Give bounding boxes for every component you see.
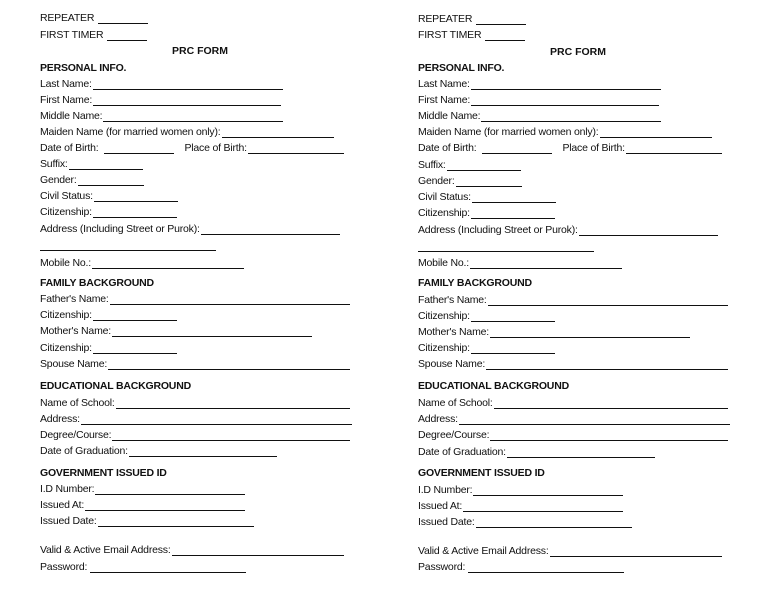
first-name-row [40,94,281,106]
address-full-field[interactable] [579,225,718,236]
school-address-field[interactable] [459,414,730,425]
email-field[interactable] [172,545,344,556]
school-name-field[interactable] [116,398,350,409]
birth-row [418,142,722,154]
graduation-row [40,445,277,457]
father-citizenship-label: Citizenship: [418,310,470,322]
password-row [40,561,246,573]
password-field[interactable] [90,562,246,573]
section-government-id: GOVERNMENT ISSUED ID [40,467,167,479]
password-label: Password: [418,561,466,573]
fathers-name-row [418,294,728,306]
mothers-name-row [418,326,690,338]
issued-date-label: Issued Date: [418,516,475,528]
degree-row [40,429,350,441]
form-title: PRC FORM [172,45,228,57]
address-row [418,224,718,236]
email-row [418,545,722,557]
address-continuation-field[interactable] [418,251,594,252]
date-of-birth-field[interactable] [104,143,174,154]
first-name-label: First Name: [40,94,93,106]
maiden-name-row [40,126,334,138]
mother-citizenship-row [40,342,177,354]
graduation-date-field[interactable] [507,447,655,458]
mobile-row [418,257,622,269]
last-name-row [418,78,661,90]
citizenship-field[interactable] [93,207,177,218]
maiden-name-row [418,126,712,138]
place-of-birth-field[interactable] [626,143,722,154]
middle-name-field[interactable] [481,111,661,122]
last-name-field[interactable] [93,79,283,90]
place-of-birth-label: Place of Birth: [562,142,625,154]
issued-at-field[interactable] [463,501,623,512]
issued-at-field[interactable] [85,500,245,511]
gender-label: Gender: [40,174,77,186]
fathers-name-row [40,293,350,305]
school-name-row [418,397,728,409]
first-timer-field[interactable] [107,30,147,41]
first-timer-row [40,29,147,41]
mothers-name-label: Mother's Name: [418,326,489,338]
citizenship-label: Citizenship: [40,206,92,218]
address-row [40,223,340,235]
first-name-field[interactable] [93,95,281,106]
date-of-birth-label: Date of Birth: [418,142,477,154]
email-row [40,544,344,556]
last-name-field[interactable] [471,79,661,90]
id-number-row [418,484,623,496]
spouse-name-field[interactable] [486,359,728,370]
suffix-field[interactable] [447,160,521,171]
first-name-field[interactable] [471,95,659,106]
maiden-name-label: Maiden Name (for married women only): [40,126,221,138]
gender-field[interactable] [78,175,144,186]
section-personal-info: PERSONAL INFO. [418,62,505,74]
degree-course-field[interactable] [112,430,350,441]
fathers-name-field[interactable] [488,295,728,306]
mobile-no-field[interactable] [92,258,244,269]
suffix-label: Suffix: [418,159,446,171]
degree-course-field[interactable] [490,430,728,441]
school-address-field[interactable] [81,414,352,425]
id-number-label: I.D Number: [40,483,95,495]
civil-status-label: Civil Status: [40,190,93,202]
mothers-name-row [40,325,312,337]
email-field[interactable] [550,546,722,557]
repeater-field[interactable] [476,14,526,25]
school-address-label: Address: [418,413,458,425]
school-name-label: Name of School: [40,397,115,409]
gender-label: Gender: [418,175,455,187]
date-of-birth-label: Date of Birth: [40,142,99,154]
section-educational-background: EDUCATIONAL BACKGROUND [418,380,569,392]
address-full-field[interactable] [201,224,340,235]
mobile-row [40,257,244,269]
maiden-name-label: Maiden Name (for married women only): [418,126,599,138]
issued-date-row [40,515,254,527]
section-family-background: FAMILY BACKGROUND [418,277,532,289]
degree-course-label: Degree/Course: [40,429,112,441]
section-personal-info: PERSONAL INFO. [40,62,127,74]
address-full-label: Address (Including Street or Purok): [418,224,578,236]
mother-citizenship-row [418,342,555,354]
degree-row [418,429,728,441]
issued-date-field[interactable] [98,516,254,527]
civil-status-field[interactable] [94,191,178,202]
id-number-row [40,483,245,495]
mother-citizenship-label: Citizenship: [418,342,470,354]
citizenship-row [418,207,555,219]
school-name-field[interactable] [494,398,728,409]
mothers-name-field[interactable] [112,326,312,337]
fathers-name-label: Father's Name: [418,294,487,306]
issued-date-field[interactable] [476,517,632,528]
email-label: Valid & Active Email Address: [418,545,549,557]
degree-course-label: Degree/Course: [418,429,490,441]
password-row [418,561,624,573]
first-timer-row [418,29,525,41]
repeater-row [418,13,526,25]
father-citizenship-field[interactable] [93,310,177,321]
middle-name-label: Middle Name: [40,110,103,122]
middle-name-row [40,110,283,122]
issued-date-label: Issued Date: [40,515,97,527]
citizenship-field[interactable] [471,208,555,219]
suffix-field[interactable] [69,159,143,170]
first-name-label: First Name: [418,94,471,106]
father-citizenship-row [40,309,177,321]
school-name-row [40,397,350,409]
id-number-field[interactable] [95,484,245,495]
mother-citizenship-field[interactable] [93,343,177,354]
email-label: Valid & Active Email Address: [40,544,171,556]
citizenship-label: Citizenship: [418,207,470,219]
repeater-row [40,12,148,24]
repeater-label: REPEATER [40,12,95,24]
issued-date-row [418,516,632,528]
spouse-name-label: Spouse Name: [40,358,108,370]
spouse-name-label: Spouse Name: [418,358,486,370]
date-of-birth-field[interactable] [482,143,552,154]
section-government-id: GOVERNMENT ISSUED ID [418,467,545,479]
repeater-label: REPEATER [418,13,473,25]
spouse-name-field[interactable] [108,359,350,370]
gender-field[interactable] [456,176,522,187]
section-family-background: FAMILY BACKGROUND [40,277,154,289]
gender-row [418,175,522,187]
gender-row [40,174,144,186]
school-address-row [40,413,352,425]
mothers-name-field[interactable] [490,327,690,338]
place-of-birth-label: Place of Birth: [184,142,247,154]
last-name-row [40,78,283,90]
maiden-name-field[interactable] [222,127,334,138]
spouse-name-row [418,358,728,370]
civil-status-row [418,191,556,203]
id-number-label: I.D Number: [418,484,473,496]
mobile-no-field[interactable] [470,258,622,269]
father-citizenship-label: Citizenship: [40,309,92,321]
address-continuation-field[interactable] [40,250,216,251]
school-name-label: Name of School: [418,397,493,409]
mobile-no-label: Mobile No.: [418,257,469,269]
middle-name-row [418,110,661,122]
first-timer-label: FIRST TIMER [418,29,482,41]
first-timer-field[interactable] [485,30,525,41]
graduation-date-field[interactable] [129,446,277,457]
mother-citizenship-label: Citizenship: [40,342,92,354]
graduation-date-label: Date of Graduation: [40,445,128,457]
address-full-label: Address (Including Street or Purok): [40,223,200,235]
section-educational-background: EDUCATIONAL BACKGROUND [40,380,191,392]
birth-row [40,142,344,154]
mother-citizenship-field[interactable] [471,343,555,354]
repeater-field[interactable] [98,13,148,24]
father-citizenship-row [418,310,555,322]
father-citizenship-field[interactable] [471,311,555,322]
suffix-row [40,158,143,170]
spouse-name-row [40,358,350,370]
suffix-row [418,159,521,171]
issued-at-row [418,500,623,512]
issued-at-label: Issued At: [418,500,463,512]
form-title: PRC FORM [550,46,606,58]
issued-at-label: Issued At: [40,499,85,511]
middle-name-label: Middle Name: [418,110,481,122]
graduation-date-label: Date of Graduation: [418,446,506,458]
last-name-label: Last Name: [418,78,470,90]
mobile-no-label: Mobile No.: [40,257,91,269]
maiden-name-field[interactable] [600,127,712,138]
school-address-row [418,413,730,425]
mothers-name-label: Mother's Name: [40,325,111,337]
id-number-field[interactable] [473,485,623,496]
first-name-row [418,94,659,106]
civil-status-label: Civil Status: [418,191,471,203]
first-timer-label: FIRST TIMER [40,29,104,41]
password-label: Password: [40,561,88,573]
school-address-label: Address: [40,413,80,425]
civil-status-field[interactable] [472,192,556,203]
password-field[interactable] [468,562,624,573]
graduation-row [418,446,655,458]
middle-name-field[interactable] [103,111,283,122]
issued-at-row [40,499,245,511]
suffix-label: Suffix: [40,158,68,170]
civil-status-row [40,190,178,202]
fathers-name-field[interactable] [110,294,350,305]
last-name-label: Last Name: [40,78,92,90]
place-of-birth-field[interactable] [248,143,344,154]
fathers-name-label: Father's Name: [40,293,109,305]
citizenship-row [40,206,177,218]
